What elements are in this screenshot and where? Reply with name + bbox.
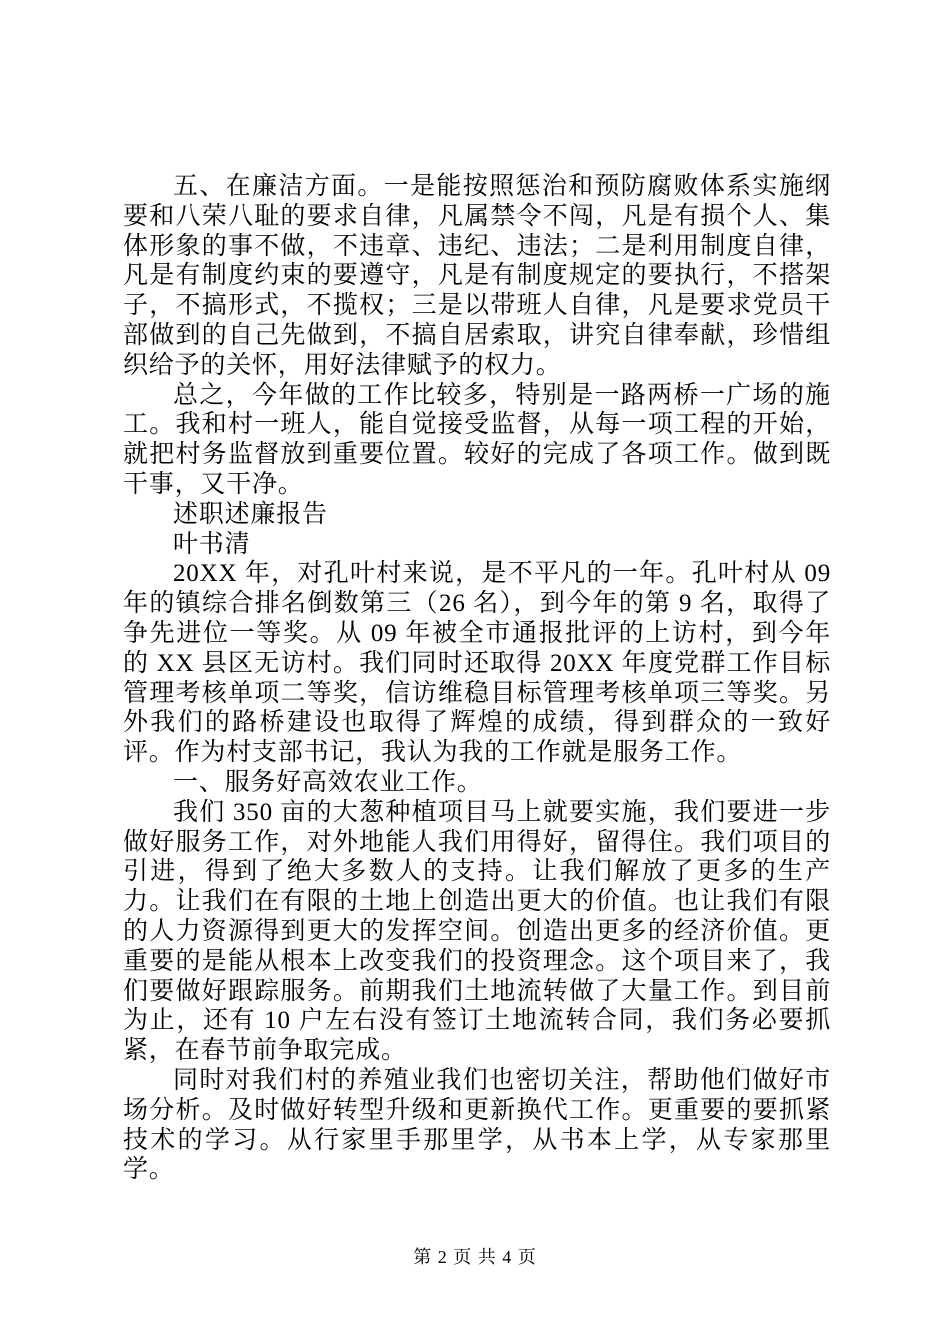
document-content [123,172,831,1185]
paragraph-scallion-project: 我们 350 亩的大葱种植项目马上就要实施，我们要进一步做好服务工作，对外地能人我们用得好，留得住。我们项目的引进，得到了绝大多数人的支持。让我们解放了更多的生产力。让我们在有限的土地上创造出更大的价值。也让我们有限的人力资源得到更大的发挥空间。创造出更多的经济价值。更重要的是能从根本上改变我们的投资理念。这个项目来了，我们要做好跟踪服务。前期我们土地流转做了大量工作。到目前为止，还有 10 户左右没有签订土地流转合同，我们务必要抓紧，在春节前争取完成。 [123,798,831,1065]
paragraph-summary: 总之，今年做的工作比较多，特别是一路两桥一广场的施工。我和村一班人，能自觉接受监督，从每一项工程的开始，就把村务监督放到重要位置。较好的完成了各项工作。做到既干事，又干净。 [123,381,831,498]
line-report-title: 述职述廉报告 [173,500,328,528]
page-number-footer: 第 2 页 共 4 页 [413,1247,537,1267]
paragraph-village-achievements: 20XX 年，对孔叶村来说，是不平凡的一年。孔叶村从 09 年的镇综合排名倒数第三（26 名），到今年的第 9 名，取得了争先进位一等奖。从 09 年被全市通报批评的上访村，到今年的 XX 县区无访村。我们同时还取得 20XX 年度党群工作目标管理考核单项二等奖，信访维稳目标管理考核单项三等奖。另外我们的路桥建设也取得了辉煌的成绩，得到群众的一致好评。作为村支部书记，我认为我的工作就是服务工作。 [123,560,831,767]
heading-agriculture-service: 一、服务好高效农业工作。 [173,768,483,796]
line-author-name: 叶书清 [173,530,251,558]
paragraph-integrity-section: 五、在廉洁方面。一是能按照惩治和预防腐败体系实施纲要和八荣八耻的要求自律，凡属禁令不闯，凡是有损个人、集体形象的事不做，不违章、违纪、违法；二是利用制度自律，凡是有制度约束的要遵守，凡是有制度规定的要执行，不搭架子，不搞形式，不揽权；三是以带班人自律，凡是要求党员干部做到的自己先做到，不搞自居索取，讲究自律奉献，珍惜组织给予的关怀，用好法律赋予的权力。 [123,173,831,379]
paragraph-breeding-industry: 同时对我们村的养殖业我们也密切关注，帮助他们做好市场分析。及时做好转型升级和更新换代工作。更重要的要抓紧技术的学习。从行家里手那里学，从书本上学，从专家那里学。 [123,1066,831,1184]
